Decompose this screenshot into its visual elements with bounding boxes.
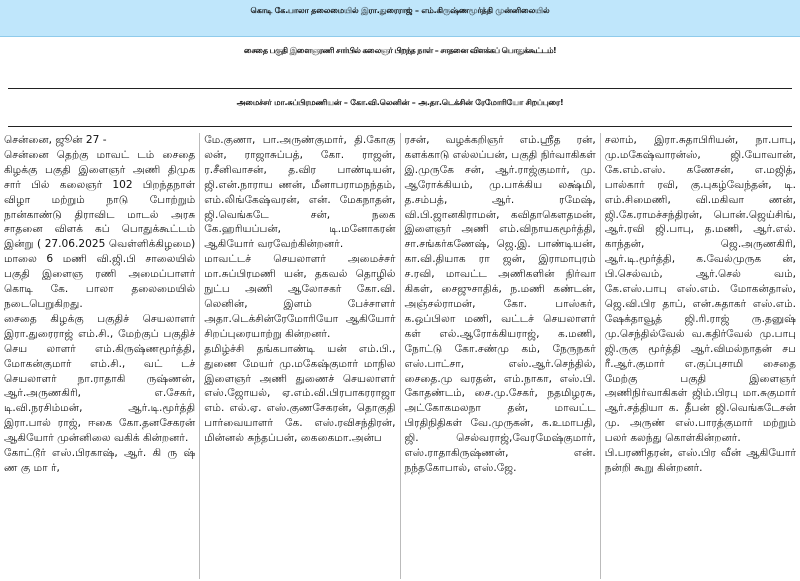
article-body	[4, 133, 800, 579]
column-2	[204, 133, 399, 579]
kicker-line: கொடி கே.பாலா தலைமையில் இரா.துரைராஜ் – எம்.கிருஷ்ணமூர்த்தி முன்னிலையில்	[250, 6, 550, 15]
column-divider	[400, 133, 401, 579]
paragraph: சலாம், இரா.சுதாபிரியன், நா.பாபு, மு.மகேஷ்வாரன்ஸ், ஜி.யோவான், கே.எம்.எஸ். கணேசன், எ.மஜித், பால்கார் ரவி, கு.புகழ்வேந்தன், டி. எம்.சிமைணி, வி.மகிவா ணன், ஜி.கே.ராமச்சந்திரன், பொன்.ஜெய்சிங், ஆர்.ரவி ஜி.பாபு, த.மணி, ஆர்.எல். காந்தன், ஜெ.அருணகிரி, ஆர்.டி.மூர்த்தி, க.வேல்முருக ன், பி.செல்வம், ஆர்.செல் வம், கே.எஸ்.பாபு எஸ்.எம். மோகன்தாஸ், ஜெ.வி.பிர தாப், என்.சுதாகர் எஸ்.எம். ஷேக்தாவூத் ஜி.ரி.ராஜ் ரு.தனுஷ் மு.செந்தில்வேல் வ.கதிர்வேல் மு.பாபு ஜி.ருகு மூர்த்தி ஆர்.விமல்நாதன் சப ரீ.ஆர்.குமார் எ.குப்புசாமி சைதை மேற்கு பகுதி இளைஞர் அணிநிர்வாகிகள் ஜிம்.பிரபு மா.சுகுமார் ஆர்.சத்தியா க. தீபன் ஜி.வெங்கடேசன் மு. அருண் எஸ்.பாரத்குமார் மற்றும் பலர் கலந்து கொள்கின்றனர்.	[604, 134, 800, 445]
paragraph: பி.பரணிதரன், எஸ்.பிர வீன் ஆகியோர் நன்றி கூறு கின்றனர்.	[604, 447, 800, 474]
paragraph: கோட்டூர் எஸ்.பிரகாஷ், ஆர். கி ரு ஷ் ண கு மா ர்,	[4, 447, 199, 474]
column-1	[4, 133, 199, 579]
column-3	[404, 133, 600, 579]
paragraph: மாவட்டச் செயலாளர் அமைச்சர் மா.சுப்பிரமணி யன், தகவல் தொழில் நுட்ப அணி ஆலோசகர் கோ.வி. லெனின், இளம் பேச்சாளர் அதா.டெக்சின்ரேமோரியோ ஆகியோர் சிறப்புரையாற்று கின்றனர்.	[204, 253, 399, 340]
paragraph: தமிழ்ச்சி தங்கபாண்டி யன் எம்.பி., துணை மேயர் மு.மகேஷ்குமார் மாநில இளைஞர் அணி துணைச் செயலாளர் எஸ்.ஜோயல், ஏ.எம்.வி.பிரபாகரராஜா எம். எல்.ஏ. எஸ்.குணசேகரன், தொகுதி பார்வையாளர் கே. எஸ்.ரவிசந்திரன், மின்னல் சுந்தப்பன், கைகைமா.அன்ப	[204, 342, 399, 445]
paragraph: மே.குணா, பா.அருண்குமார், தி.கோகு லன், ராஜாசுப்பத், கோ. ராஜன், ர.சீனிவாசன், த.விர பாண்டியன், ஜி.என்.நாராய ணன், மீனாபராமநந்தம், எம்.லிங்கேஷ்வரன், என். மேகநாதன், ஜி.வெங்கடே சன், நகை கே.ஹரியப்பன், டி.மனோகரன் ஆகியோர் வரவேற்கின்றனர்.	[204, 134, 399, 251]
headline-divider	[8, 88, 792, 89]
subheadline: அமைச்சர் மா.சுப்பிரமணியன் – கோ.வி.லெனின் – அ.தா.டெக்சின் ரேமோரியோ சிறப்புரை!	[236, 98, 564, 107]
column-divider	[199, 133, 200, 579]
kicker-banner	[0, 0, 800, 37]
column-4	[604, 133, 800, 579]
column-divider	[600, 133, 601, 579]
paragraph: சென்னை, ஜூன் 27 - சென்னை தெற்கு மாவட் டம் சைதை கிழக்கு பகுதி இளைஞர் அணி திமுக சார் பில் கலைஞர் 102 பிறந்தநாள் விழா மற்றும் நாடு போற்றும் நான்காண்டு திராவிட மாடல் அரசு சாதனை விளக் கப் பொதுக்கூட்டம் இன்று ( 27.06.2025 வெள்ளிக்கிழமை) மாலை 6 மணி வி.ஜி.பி சாலையில் பகுதி இளைஞ ரணி அமைப்பாளர் கொடி கே. பாலா தலைமையில் நடைபெறுகிறது.	[4, 134, 196, 310]
headline: சைதை பகுதி இளைஞரணி சார்பில் கலைஞர் பிறந்த நாள் – சாதனை விளக்கப் பொதுக்கூட்டம்!	[243, 46, 557, 55]
paragraph: சைதை கிழக்கு பகுதிச் செயலாளர் இரா.துரைராஜ் எம்.சி., மேற்குப் பகுதிச் செய லாளர் எம்.கிருஷ்ணமூர்த்தி, மோகன்குமார் எம்.சி., வட் டச் செயலாளர் நா.ராதாகி ருஷ்ணன், ஆர்.அருணகிரி, எ.சேகர், டி.வி.நரசிம்மன், ஆர்.டி.மூர்த்தி இரா.பால் ராஜ், ஈகை கோ.தனசேகரன் ஆகியோர் முன்னிலை வகிக் கின்றனர்.	[4, 312, 199, 445]
paragraph: ரசன், வழக்கறிஞர் எம்.ஸ்ரீத ரன், களக்காடு எல்லப்பன், பகுதி நிர்வாகிகள் இ.முருகே சன், ஆர்.ராஜ்குமார், மு. ஆரோக்கியம், மு.பாக்கிய லக்ஷ்மி, த.சம்பத், ஆர். ரமேஷ், வி.பி.ஜானகிராமன், கவிதாகௌதமன், இளைஞர் அணி எம்.விநாயகமூர்த்தி, சா.சங்கர்கணேஷ், ஜெ.இ. பாண்டியன், கா.வி.தியாக ரா ஜன், இராமாபுரம் ச.ரவி, மாவட்ட அணிகளின் நிர்வா கிகள், சைஜுசாதிக், ந.மணி கண்டன், அஞ்சல்ராமன், கோ. பாஸ்கர், க.ஒப்பிலா மணி, வட்டச் செயலாளர் கள் எல்.ஆரோக்கியராஜ், க.மணி, நோட்டு கோ.சண்மு கம், நேருநகர் எஸ்.பாட்சா, எஸ்.ஆர்.செந்தில், சைதை.மு வரதன், எம்.நாகா, எஸ்.பி. கோதண்டம், சை.மு.சேகர், நதமிழரசு, அட்கோகமலநா தன், மாவட்ட பிரதிநிதிகள் வே.முருகன், க.உமாபதி, ஜி. செல்வராஜ்,வேரமேஷ்குமார், எஸ்.ராதாகிருஷ்ணன், என். நந்தகோபால், எஸ்.ஜே.	[404, 134, 600, 474]
subhead-divider	[8, 126, 792, 127]
